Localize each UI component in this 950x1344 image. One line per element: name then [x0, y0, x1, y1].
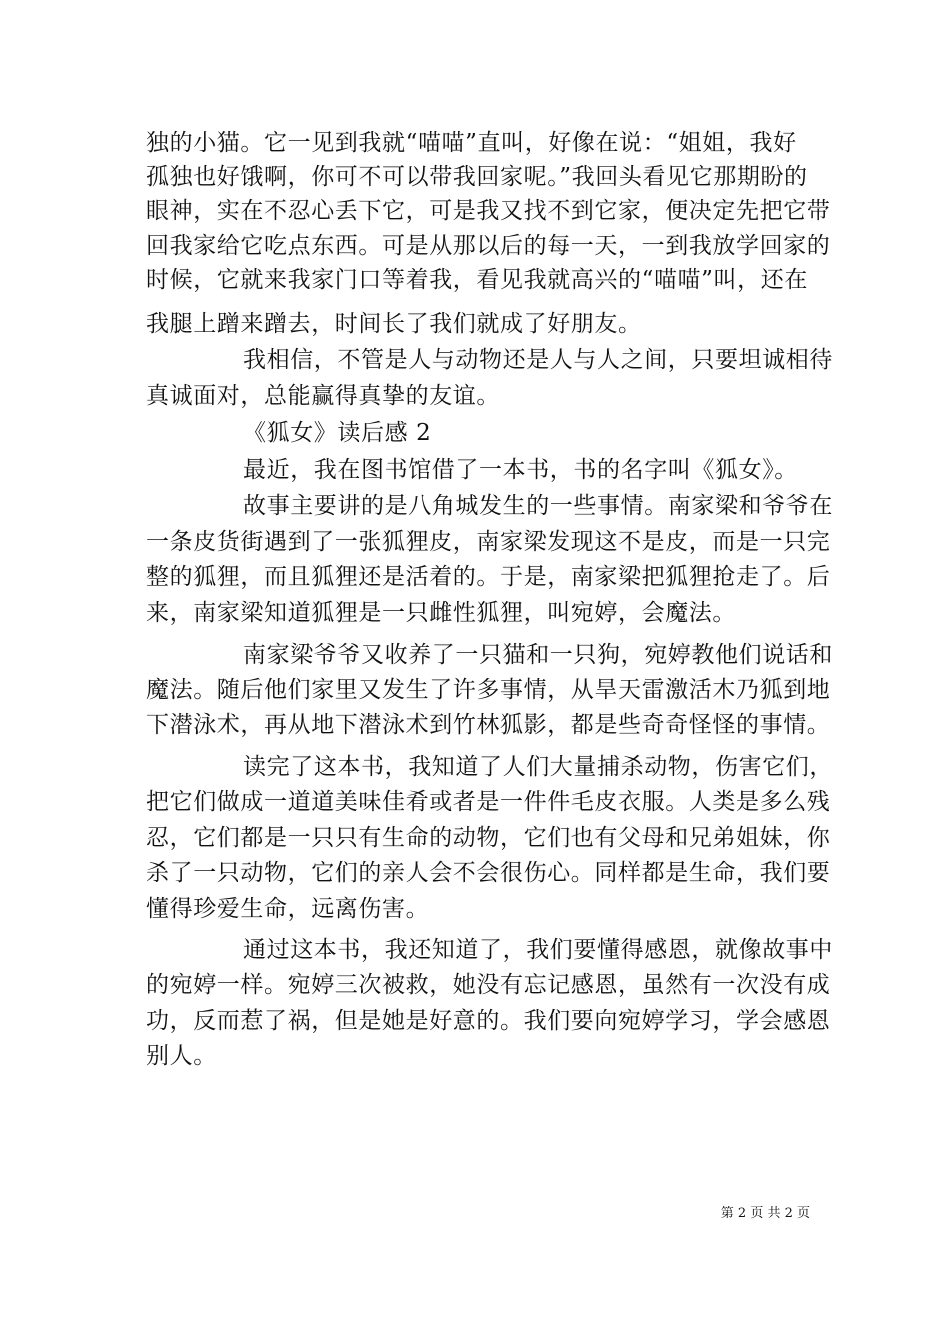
paragraph-first-line: 故事主要讲的是八角城发生的一些事情。南家梁和爷爷在: [243, 493, 833, 519]
text-line: 整的狐狸，而且狐狸还是活着的。于是，南家梁把狐狸抢走了。后: [146, 564, 831, 590]
section-heading: 《狐女》读后感 2: [243, 420, 432, 446]
text-line: 杀了一只动物，它们的亲人会不会很伤心。同样都是生命，我们要: [146, 860, 831, 886]
paragraph-first-line: 我相信，不管是人与动物还是人与人之间，只要坦诚相待: [243, 347, 833, 373]
text-line: 忍，它们都是一只只有生命的动物，它们也有父母和兄弟姐妹，你: [146, 825, 831, 851]
page-footer: 第 2 页 共 2 页: [720, 1206, 810, 1221]
text-line: 的宛婷一样。宛婷三次被救，她没有忘记感恩，虽然有一次没有成: [146, 972, 831, 998]
text-line: 回我家给它吃点东西。可是从那以后的每一天，一到我放学回家的: [146, 233, 831, 259]
paragraph-first-line: 南家梁爷爷又收养了一只猫和一只狗，宛婷教他们说话和: [243, 642, 833, 668]
text-line: 我腿上蹭来蹭去，时间长了我们就成了好朋友。: [146, 311, 642, 337]
text-line: 下潜泳术，再从地下潜泳术到竹林狐影，都是些奇奇怪怪的事情。: [146, 712, 831, 738]
text-line: 功，反而惹了祸，但是她是好意的。我们要向宛婷学习，学会感恩: [146, 1008, 831, 1034]
text-line: 别人。: [146, 1043, 217, 1069]
text-line: 孤独也好饿啊，你可不可以带我回家呢。”我回头看见它那期盼的: [146, 164, 808, 190]
text-line: 来，南家梁知道狐狸是一只雌性狐狸，叫宛婷，会魔法。: [146, 600, 736, 626]
text-line: 懂得珍爱生命，远离伤害。: [146, 896, 430, 922]
text-line: 时候，它就来我家门口等着我，看见我就高兴的“喵喵”叫，还在: [146, 267, 808, 293]
text-line: 真诚面对，总能赢得真挚的友谊。: [146, 383, 500, 409]
paragraph-first-line: 最近，我在图书馆借了一本书，书的名字叫《狐女》。: [243, 457, 798, 483]
text-line: 一条皮货街遇到了一张狐狸皮，南家梁发现这不是皮，而是一只完: [146, 529, 831, 555]
text-line: 眼神，实在不忍心丢下它，可是我又找不到它家，便决定先把它带: [146, 198, 831, 224]
text-line: 把它们做成一道道美味佳肴或者是一件件毛皮衣服。人类是多么残: [146, 789, 831, 815]
text-line: 魔法。随后他们家里又发生了许多事情，从旱天雷激活木乃狐到地: [146, 677, 831, 703]
paragraph-first-line: 通过这本书，我还知道了，我们要懂得感恩，就像故事中: [243, 937, 833, 963]
paragraph-first-line: 读完了这本书，我知道了人们大量捕杀动物，伤害它们，: [243, 754, 833, 780]
text-line: 独的小猫。它一见到我就“喵喵”直叫，好像在说：“姐姐，我好: [146, 130, 797, 156]
